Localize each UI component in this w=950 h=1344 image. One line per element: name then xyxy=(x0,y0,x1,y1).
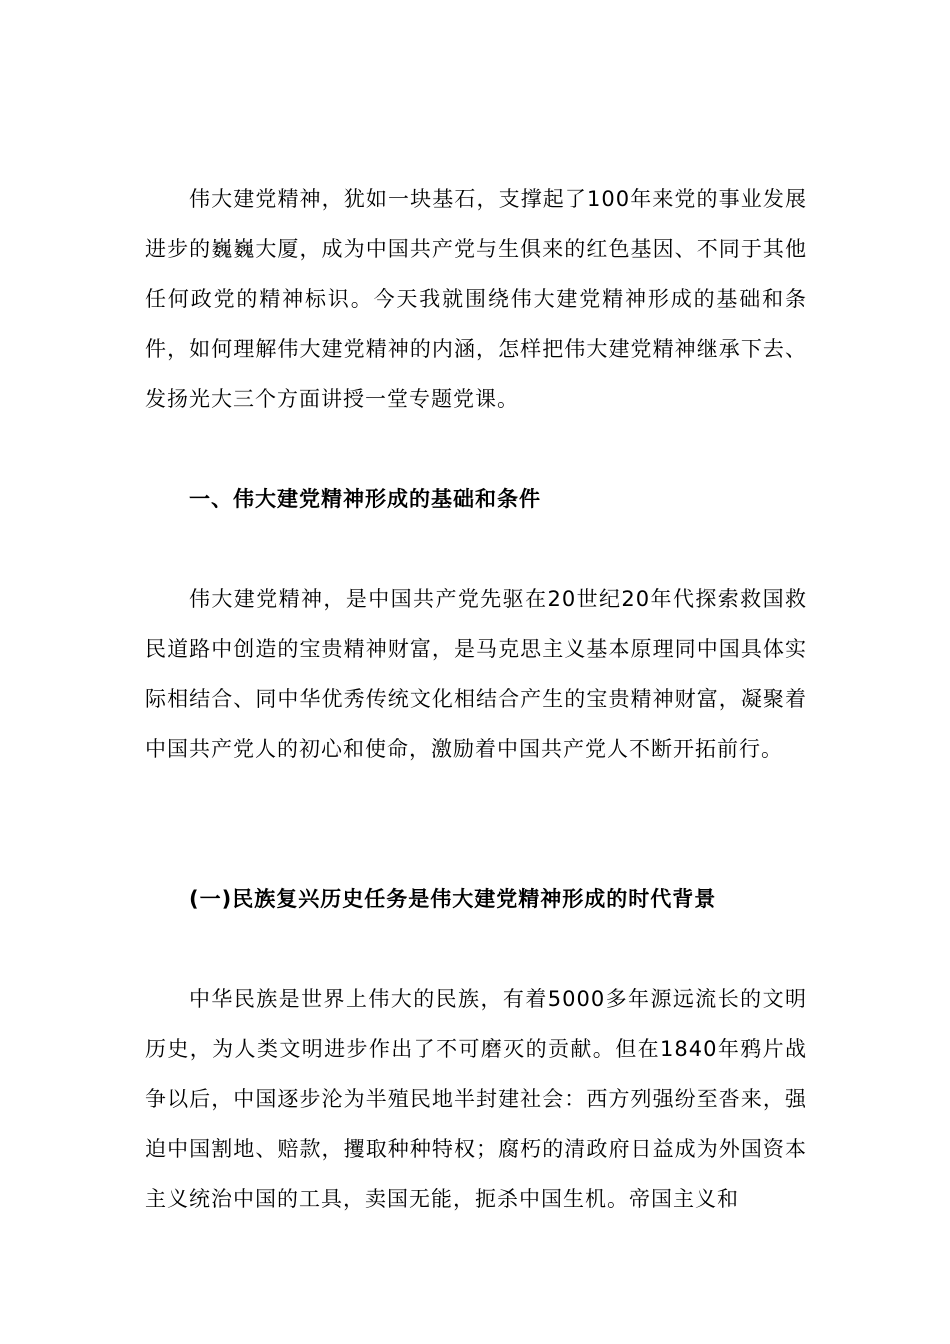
subsection-heading-1: (一)民族复兴历史任务是伟大建党精神形成的时代背景 xyxy=(189,887,717,911)
section-heading-1: 一、伟大建党精神形成的基础和条件 xyxy=(189,487,541,511)
intro-paragraph: 伟大建党精神，犹如一块基石，支撑起了100年来党的事业发展进步的巍巍大厦，成为中国共产党与生俱来的红色基因、不同于其他任何政党的精神标识。今天我就围绕伟大建党精神形成的基础和条件，如何理解伟大建党精神的内涵，怎样把伟大建党精神继承下去、发扬光大三个方面讲授一堂专题党课。 xyxy=(145,187,807,411)
section-1-paragraph: 伟大建党精神，是中国共产党先驱在20世纪20年代探索救国救民道路中创造的宝贵精神财富，是马克思主义基本原理同中国具体实际相结合、同中华优秀传统文化相结合产生的宝贵精神财富，凝聚着中国共产党人的初心和使命，激励着中国共产党人不断开拓前行。 xyxy=(145,587,807,761)
subsection-1-paragraph: 中华民族是世界上伟大的民族，有着5000多年源远流长的文明历史，为人类文明进步作出了不可磨灭的贡献。但在1840年鸦片战争以后，中国逐步沦为半殖民地半封建社会：西方列强纷至沓来，强迫中国割地、赔款，攫取种种特权；腐朽的清政府日益成为外国资本主义统治中国的工具，卖国无能，扼杀中国生机。帝国主义和 xyxy=(145,987,807,1211)
